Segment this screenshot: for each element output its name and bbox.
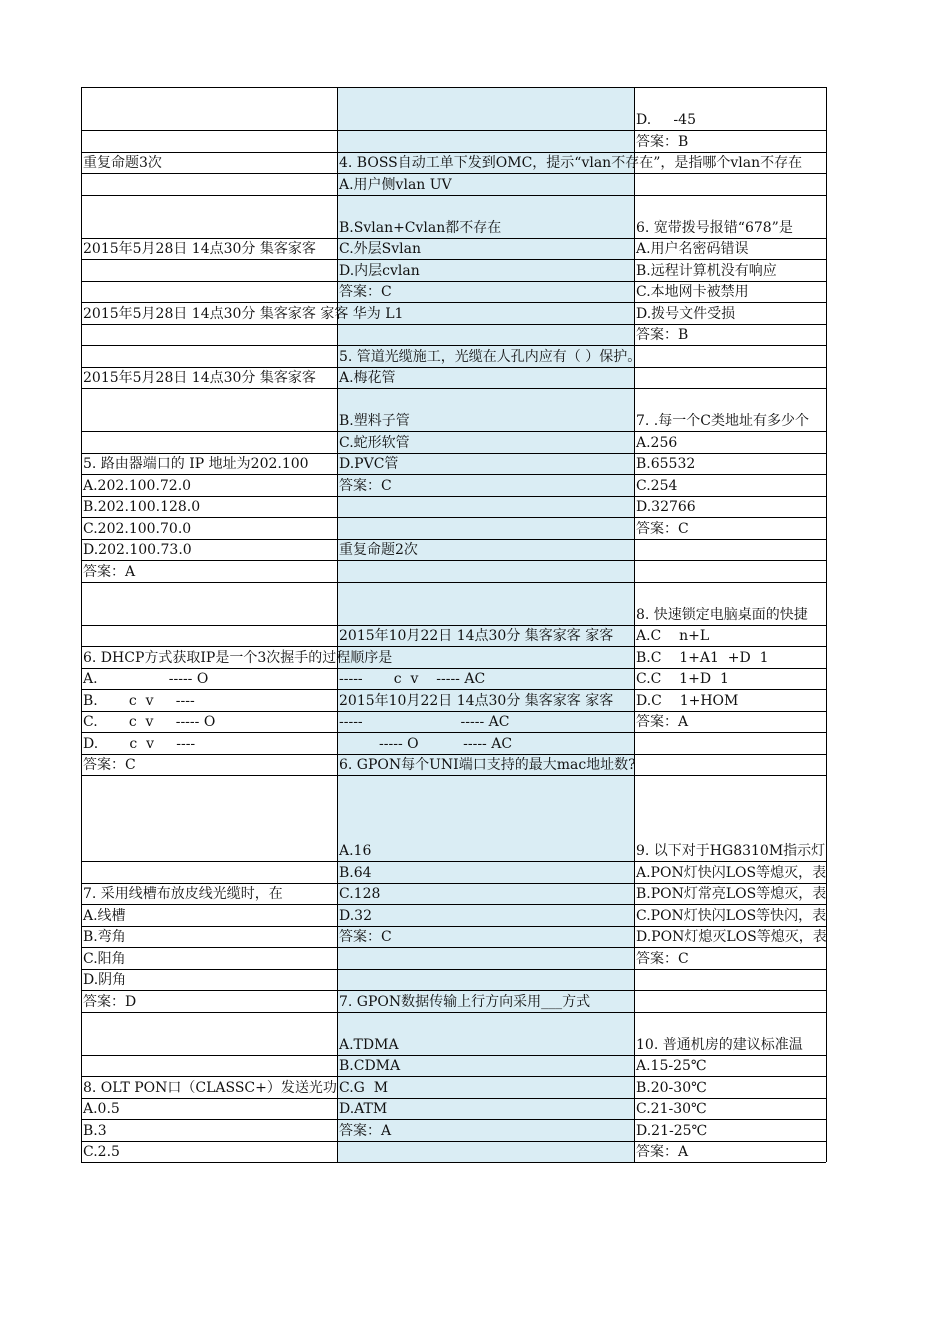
cell-b: 重复命题2次	[339, 542, 418, 558]
grid-row-line	[81, 388, 826, 389]
cell-a: C. c v ----- O	[83, 714, 216, 730]
grid-row-line	[81, 539, 826, 540]
cell-b: D.ATM	[339, 1101, 388, 1117]
cell-b: C.蛇形软管	[339, 434, 410, 451]
cell-c: B.PON灯常亮LOS等熄灭，表	[636, 886, 827, 902]
cell-c: 答案：A	[636, 714, 689, 730]
cell-b: 2015年10月22日 14点30分 集客家客 家客	[339, 628, 614, 644]
cell-b: ----- ----- AC	[339, 714, 510, 730]
grid-row-line	[81, 345, 826, 346]
cell-c: B.C 1+A1 +D 1	[636, 649, 769, 666]
grid-row-line	[81, 367, 826, 368]
cell-b: B.塑料子管	[339, 413, 410, 429]
cell-b: 6. GPON每个UNI端口支持的最大mac地址数?	[339, 757, 636, 773]
cell-a: 答案：C	[83, 757, 136, 773]
cell-a: 7. 采用线槽布放皮线光缆时，在	[83, 886, 283, 902]
grid-row-line	[81, 560, 826, 561]
cell-a: B. c v ----	[83, 692, 195, 709]
cell-b: A.16	[339, 843, 372, 859]
cell-a: 5. 路由器端口的 IP 地址为202.100	[83, 456, 309, 472]
grid-row-line	[81, 775, 826, 776]
cell-c: A.用户名密码错误	[636, 241, 749, 257]
cell-b: D.PVC管	[339, 456, 399, 472]
grid-row-line	[81, 496, 826, 497]
grid-row-line	[81, 904, 826, 905]
cell-b: 2015年10月22日 14点30分 集客家客 家客	[339, 692, 614, 709]
grid-row-line	[81, 431, 826, 432]
cell-b: 7. GPON数据传输上行方向采用___方式	[339, 993, 591, 1010]
cell-c: 答案：C	[636, 950, 689, 967]
grid-row-line	[81, 281, 826, 282]
cell-c: 答案：A	[636, 1144, 689, 1160]
grid-row-line	[81, 1098, 826, 1099]
cell-c: A.15-25℃	[636, 1058, 707, 1074]
cell-c: D. -45	[636, 112, 696, 128]
cell-a: B.202.100.128.0	[83, 499, 201, 515]
cell-a: 6. DHCP方式获取IP是一个3次握手的过程顺序是	[83, 649, 393, 666]
cell-b: C.G M	[339, 1079, 389, 1096]
grid-row-line	[81, 646, 826, 647]
cell-c: D.拨号文件受损	[636, 305, 736, 322]
grid-row-line	[81, 711, 826, 712]
grid-row-line	[81, 474, 826, 475]
grid-row-line	[81, 87, 826, 88]
cell-c: B.20-30℃	[636, 1079, 707, 1096]
grid-row-line	[81, 625, 826, 626]
grid-row-line	[81, 1162, 826, 1163]
cell-b: A.TDMA	[339, 1036, 399, 1053]
cell-b: 答案：C	[339, 477, 392, 494]
cell-c: B.远程计算机没有响应	[636, 262, 777, 279]
cell-a: 2015年5月28日 14点30分 集客家客	[83, 370, 316, 386]
spreadsheet-grid	[81, 87, 826, 1162]
cell-c: D.C 1+HOM	[636, 692, 739, 709]
cell-a: 8. OLT PON口（CLASSC+）发送光功	[83, 1079, 337, 1096]
cell-a: A.0.5	[83, 1101, 120, 1117]
cell-b: D.内层cvlan	[339, 262, 420, 279]
cell-c: 8. 快速锁定电脑桌面的快捷	[636, 606, 808, 623]
cell-b: ----- c v ----- AC	[339, 671, 486, 687]
cell-a: A. ----- O	[83, 671, 209, 687]
cell-c: A.256	[636, 434, 678, 451]
grid-row-line	[81, 947, 826, 948]
grid-row-line	[81, 861, 826, 862]
cell-a: 答案：A	[83, 563, 136, 580]
grid-row-line	[81, 453, 826, 454]
cell-a: D.阴角	[83, 972, 127, 988]
grid-row-line	[81, 1055, 826, 1056]
cell-a: 2015年5月28日 14点30分 集客家客	[83, 241, 316, 257]
cell-c: A.PON灯快闪LOS等熄灭，表	[636, 864, 827, 881]
grid-column-line	[826, 87, 827, 1162]
cell-c: 答案：B	[636, 133, 689, 150]
cell-a: 重复命题3次	[83, 155, 162, 171]
cell-c: 6. 宽带拨号报错“678”是	[636, 219, 793, 236]
cell-b: 5. 管道光缆施工，光缆在人孔内应有（ ）保护。	[339, 348, 642, 365]
cell-c: B.65532	[636, 456, 696, 472]
grid-row-line	[81, 689, 826, 690]
cell-a: C.2.5	[83, 1144, 120, 1160]
cell-c: 10. 普通机房的建议标准温	[636, 1036, 803, 1053]
grid-row-line	[81, 173, 826, 174]
cell-b: B.Svlan+Cvlan都不存在	[339, 219, 502, 236]
cell-a: B.弯角	[83, 929, 126, 945]
cell-b: B.64	[339, 864, 372, 881]
cell-a: 2015年5月28日 14点30分 集客家客 家客 华为 L1	[83, 305, 404, 322]
cell-c: D.21-25℃	[636, 1122, 708, 1139]
grid-row-line	[81, 754, 826, 755]
grid-row-line	[81, 1119, 826, 1120]
cell-a: D.202.100.73.0	[83, 542, 192, 558]
grid-row-line	[81, 668, 826, 669]
cell-b: 4. BOSS自动工单下发到OMC，提示“vlan不存在”，是指哪个vlan不存在	[339, 155, 803, 171]
cell-b: C.128	[339, 886, 381, 902]
cell-c: C.C 1+D 1	[636, 671, 729, 687]
cell-a: C.202.100.70.0	[83, 520, 192, 537]
cell-a: B.3	[83, 1122, 107, 1139]
cell-b: 答案：A	[339, 1122, 392, 1139]
cell-b: A.用户侧vlan UV	[339, 176, 452, 193]
grid-row-line	[81, 195, 826, 196]
grid-row-line	[81, 1141, 826, 1142]
grid-row-line	[81, 732, 826, 733]
cell-c: C.PON灯快闪LOS等快闪，表	[636, 907, 827, 924]
cell-c: 答案：B	[636, 327, 689, 343]
grid-row-line	[81, 926, 826, 927]
grid-row-line	[81, 1076, 826, 1077]
grid-row-line	[81, 324, 826, 325]
cell-b: 答案：C	[339, 929, 392, 945]
grid-row-line	[81, 259, 826, 260]
cell-a: D. c v ----	[83, 735, 196, 752]
grid-row-line	[81, 130, 826, 131]
cell-c: 7. .每一个C类地址有多少个	[636, 413, 809, 429]
cell-a: A.202.100.72.0	[83, 477, 192, 494]
grid-row-line	[81, 302, 826, 303]
cell-a: 答案：D	[83, 993, 137, 1010]
cell-a: A.线槽	[83, 907, 126, 924]
cell-c: D.PON灯熄灭LOS等熄灭，表	[636, 929, 827, 945]
cell-a: C.阳角	[83, 950, 126, 967]
cell-b: C.外层Svlan	[339, 241, 422, 257]
cell-b: D.32	[339, 907, 372, 924]
grid-row-line	[81, 883, 826, 884]
cell-c: C.21-30℃	[636, 1101, 707, 1117]
cell-b: A.梅花管	[339, 370, 396, 386]
grid-row-line	[81, 582, 826, 583]
cell-c: C.254	[636, 477, 678, 494]
grid-row-line	[81, 238, 826, 239]
cell-b: B.CDMA	[339, 1058, 401, 1074]
grid-row-line	[81, 990, 826, 991]
cell-b: 答案：C	[339, 284, 392, 300]
cell-c: C.本地网卡被禁用	[636, 284, 749, 300]
cell-c: D.32766	[636, 499, 696, 515]
cell-c: A.C n+L	[636, 628, 710, 644]
cell-b: ----- O ----- AC	[339, 735, 513, 752]
cell-c: 9. 以下对于HG8310M指示灯	[636, 843, 826, 859]
grid-row-line	[81, 969, 826, 970]
grid-row-line	[81, 1012, 826, 1013]
cell-c: 答案：C	[636, 520, 689, 537]
grid-row-line	[81, 517, 826, 518]
grid-row-line	[81, 152, 826, 153]
